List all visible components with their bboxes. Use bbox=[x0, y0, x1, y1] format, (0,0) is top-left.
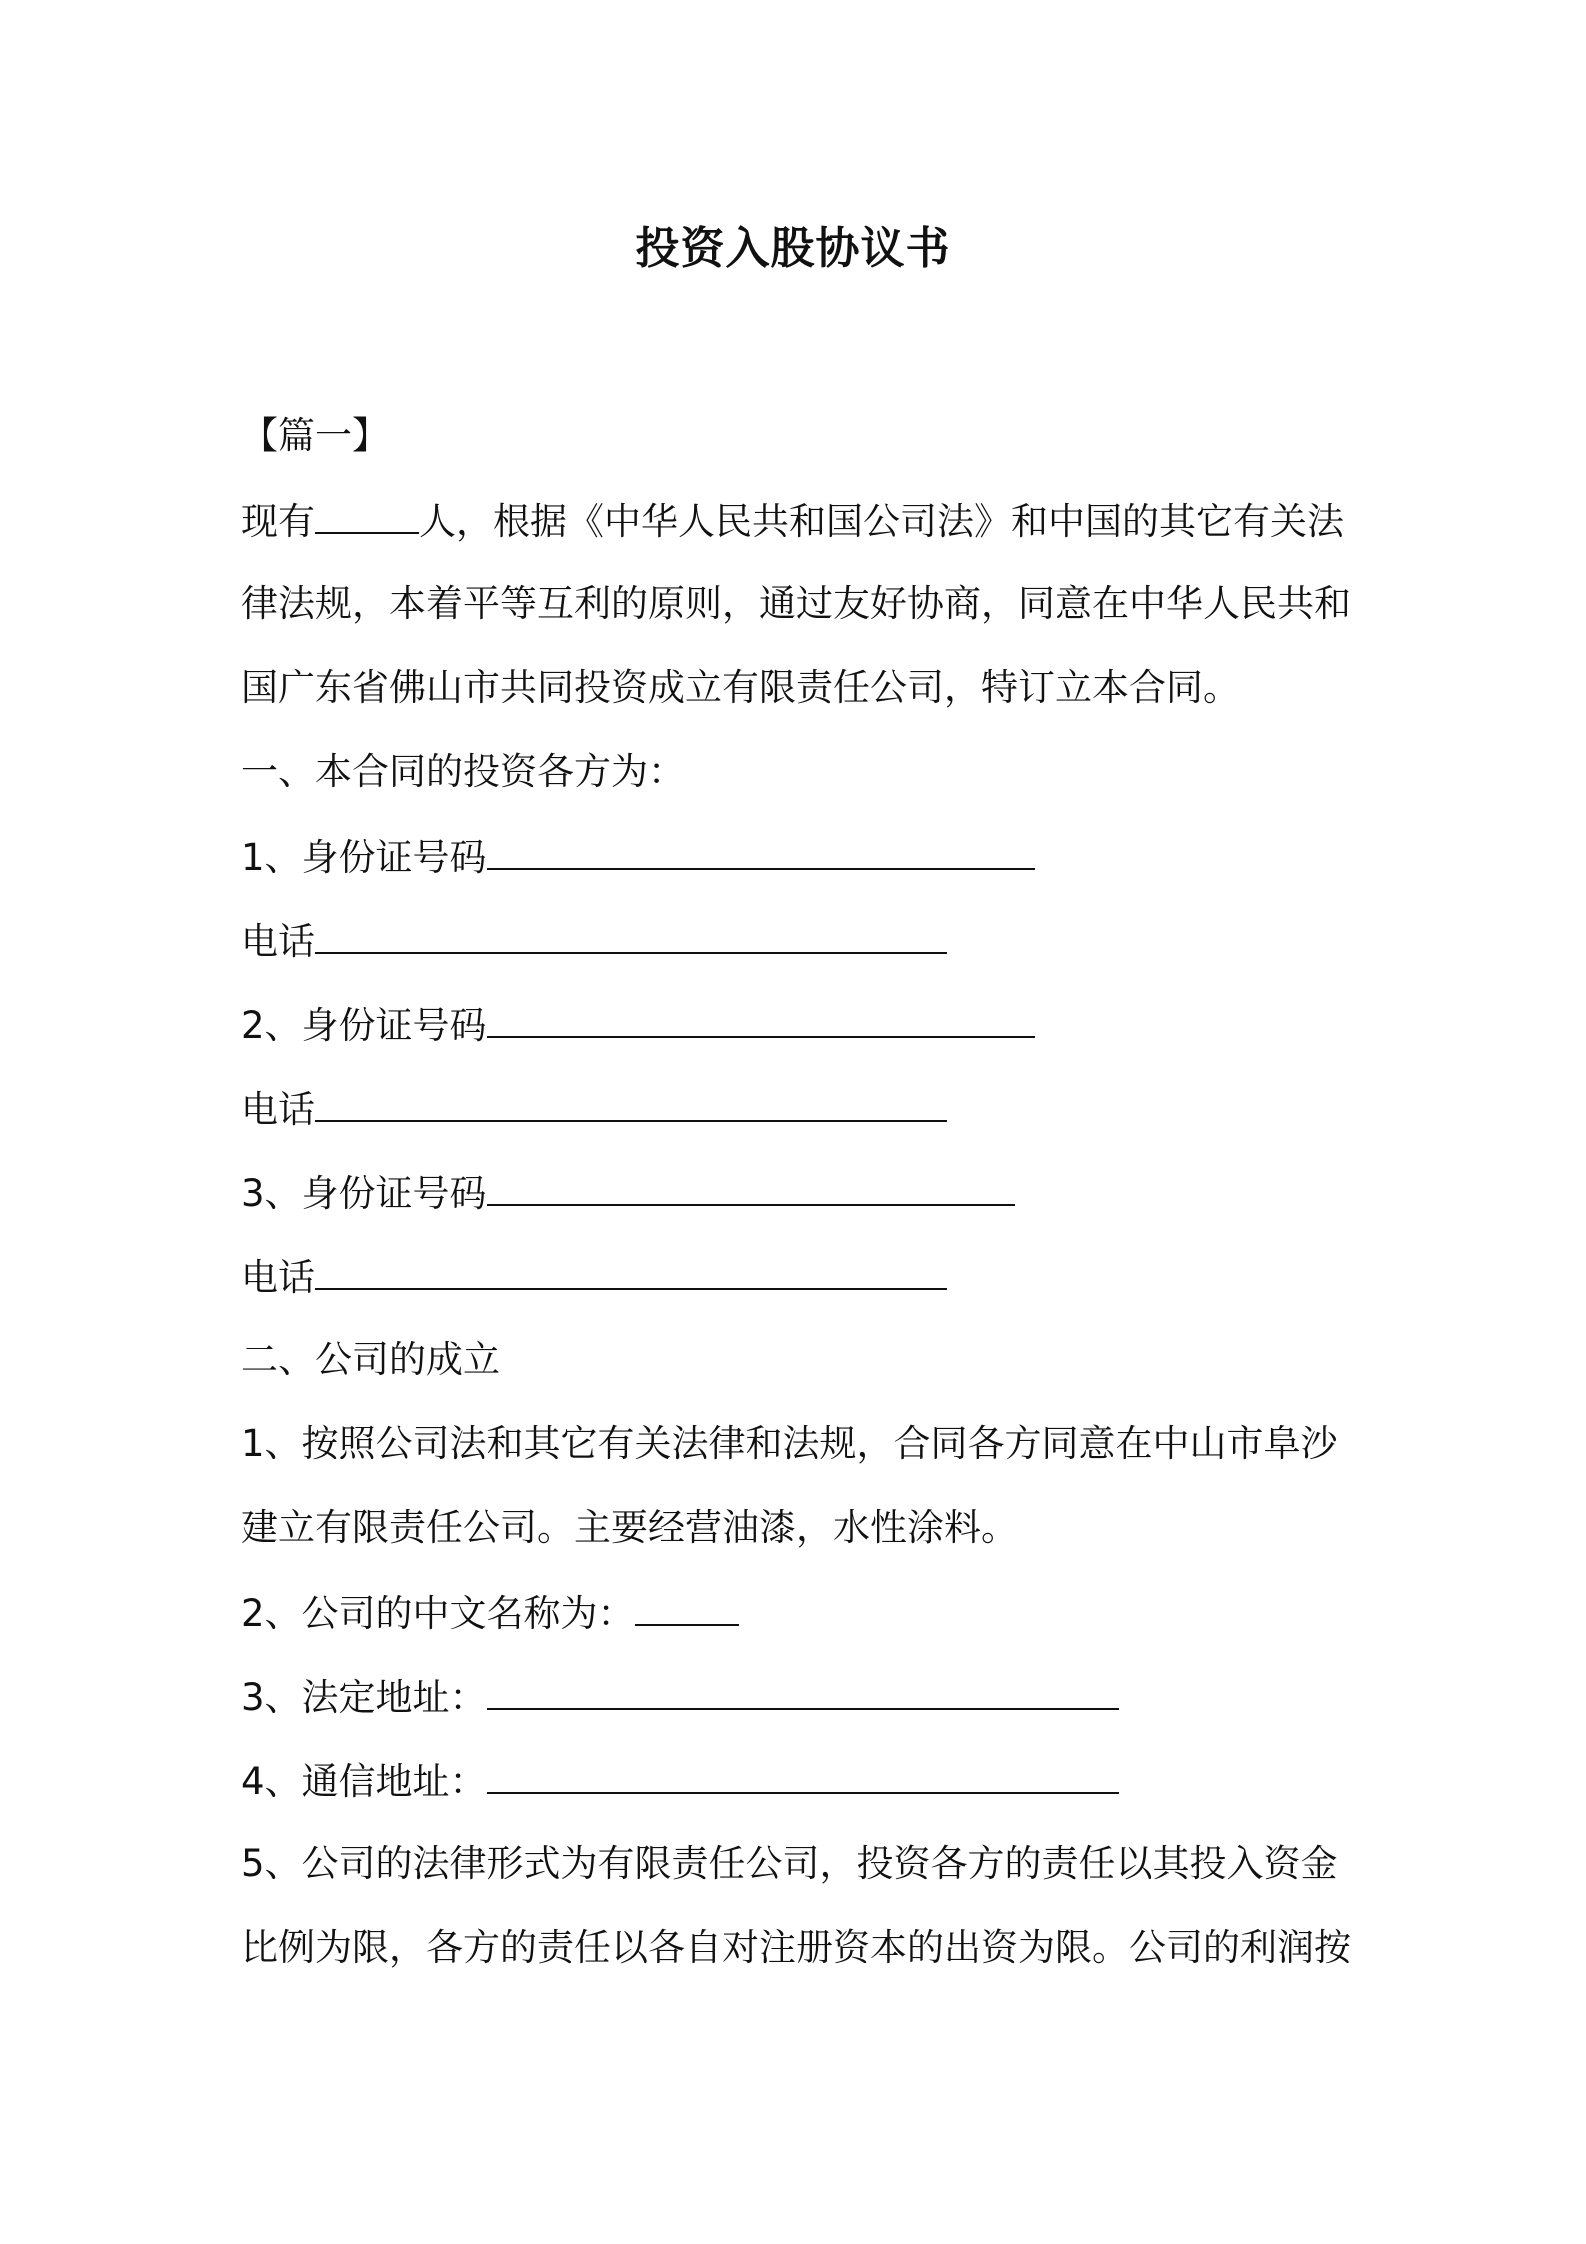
party-3-id-blank[interactable] bbox=[487, 1166, 1015, 1206]
section-2-item-1-line-2: 建立有限责任公司。主要经营油漆，水性涂料。 bbox=[241, 1506, 1018, 1549]
intro-line-2: 律法规，本着平等互利的原则，通过友好协商，同意在中华人民共和 bbox=[241, 582, 1351, 625]
section-2-item-5-line-1: 5、公司的法律形式为有限责任公司，投资各方的责任以其投入资金 bbox=[241, 1842, 1338, 1885]
party-2-phone-line bbox=[241, 1082, 1361, 1136]
party-3-phone-blank[interactable] bbox=[315, 1250, 947, 1290]
party-1-id-blank[interactable] bbox=[487, 830, 1035, 870]
party-2-phone-blank[interactable] bbox=[315, 1082, 947, 1122]
section-2-item-1-line-1: 1、按照公司法和其它有关法律和法规，合同各方同意在中山市阜沙 bbox=[241, 1422, 1338, 1465]
intro-line-3: 国广东省佛山市共同投资成立有限责任公司，特订立本合同。 bbox=[241, 666, 1240, 709]
mailing-address-blank[interactable] bbox=[487, 1754, 1119, 1794]
party-2-id-line bbox=[241, 998, 1361, 1052]
people-count-blank[interactable] bbox=[315, 494, 419, 534]
legal-address-blank[interactable] bbox=[487, 1670, 1119, 1710]
party-3-phone-line bbox=[241, 1250, 1361, 1304]
company-name-blank[interactable] bbox=[635, 1586, 739, 1626]
party-2-id-blank[interactable] bbox=[487, 998, 1035, 1038]
party-2-phone-label: 电话 bbox=[241, 1088, 315, 1131]
section-2-item-5-line-2: 比例为限，各方的责任以各自对注册资本的出资为限。公司的利润按 bbox=[241, 1926, 1351, 1969]
company-name-label: 2、公司的中文名称为： bbox=[241, 1592, 635, 1635]
intro-line-1 bbox=[241, 494, 1361, 548]
party-2-id-label: 2、身份证号码 bbox=[241, 1004, 487, 1047]
mailing-address-line bbox=[241, 1754, 1361, 1808]
party-3-id-label: 3、身份证号码 bbox=[241, 1172, 487, 1215]
company-name-line bbox=[241, 1586, 1361, 1640]
legal-address-label: 3、法定地址： bbox=[241, 1676, 487, 1719]
party-1-id-line bbox=[241, 830, 1361, 884]
party-1-phone-label: 电话 bbox=[241, 920, 315, 963]
section-2-heading: 二、公司的成立 bbox=[241, 1338, 500, 1381]
party-1-phone-line bbox=[241, 914, 1361, 968]
document-title: 投资入股协议书 bbox=[635, 223, 951, 274]
section-tag: 【篇一】 bbox=[241, 414, 389, 457]
party-1-id-label: 1、身份证号码 bbox=[241, 836, 487, 879]
intro-line-1-rest: 人，根据《中华人民共和国公司法》和中国的其它有关法 bbox=[419, 500, 1344, 543]
party-1-phone-blank[interactable] bbox=[315, 914, 947, 954]
mailing-address-label: 4、通信地址： bbox=[241, 1760, 487, 1803]
party-3-phone-label: 电话 bbox=[241, 1256, 315, 1299]
intro-line-1-lead: 现有 bbox=[241, 500, 315, 543]
section-1-heading: 一、本合同的投资各方为： bbox=[241, 750, 685, 793]
legal-address-line bbox=[241, 1670, 1361, 1724]
party-3-id-line bbox=[241, 1166, 1361, 1220]
